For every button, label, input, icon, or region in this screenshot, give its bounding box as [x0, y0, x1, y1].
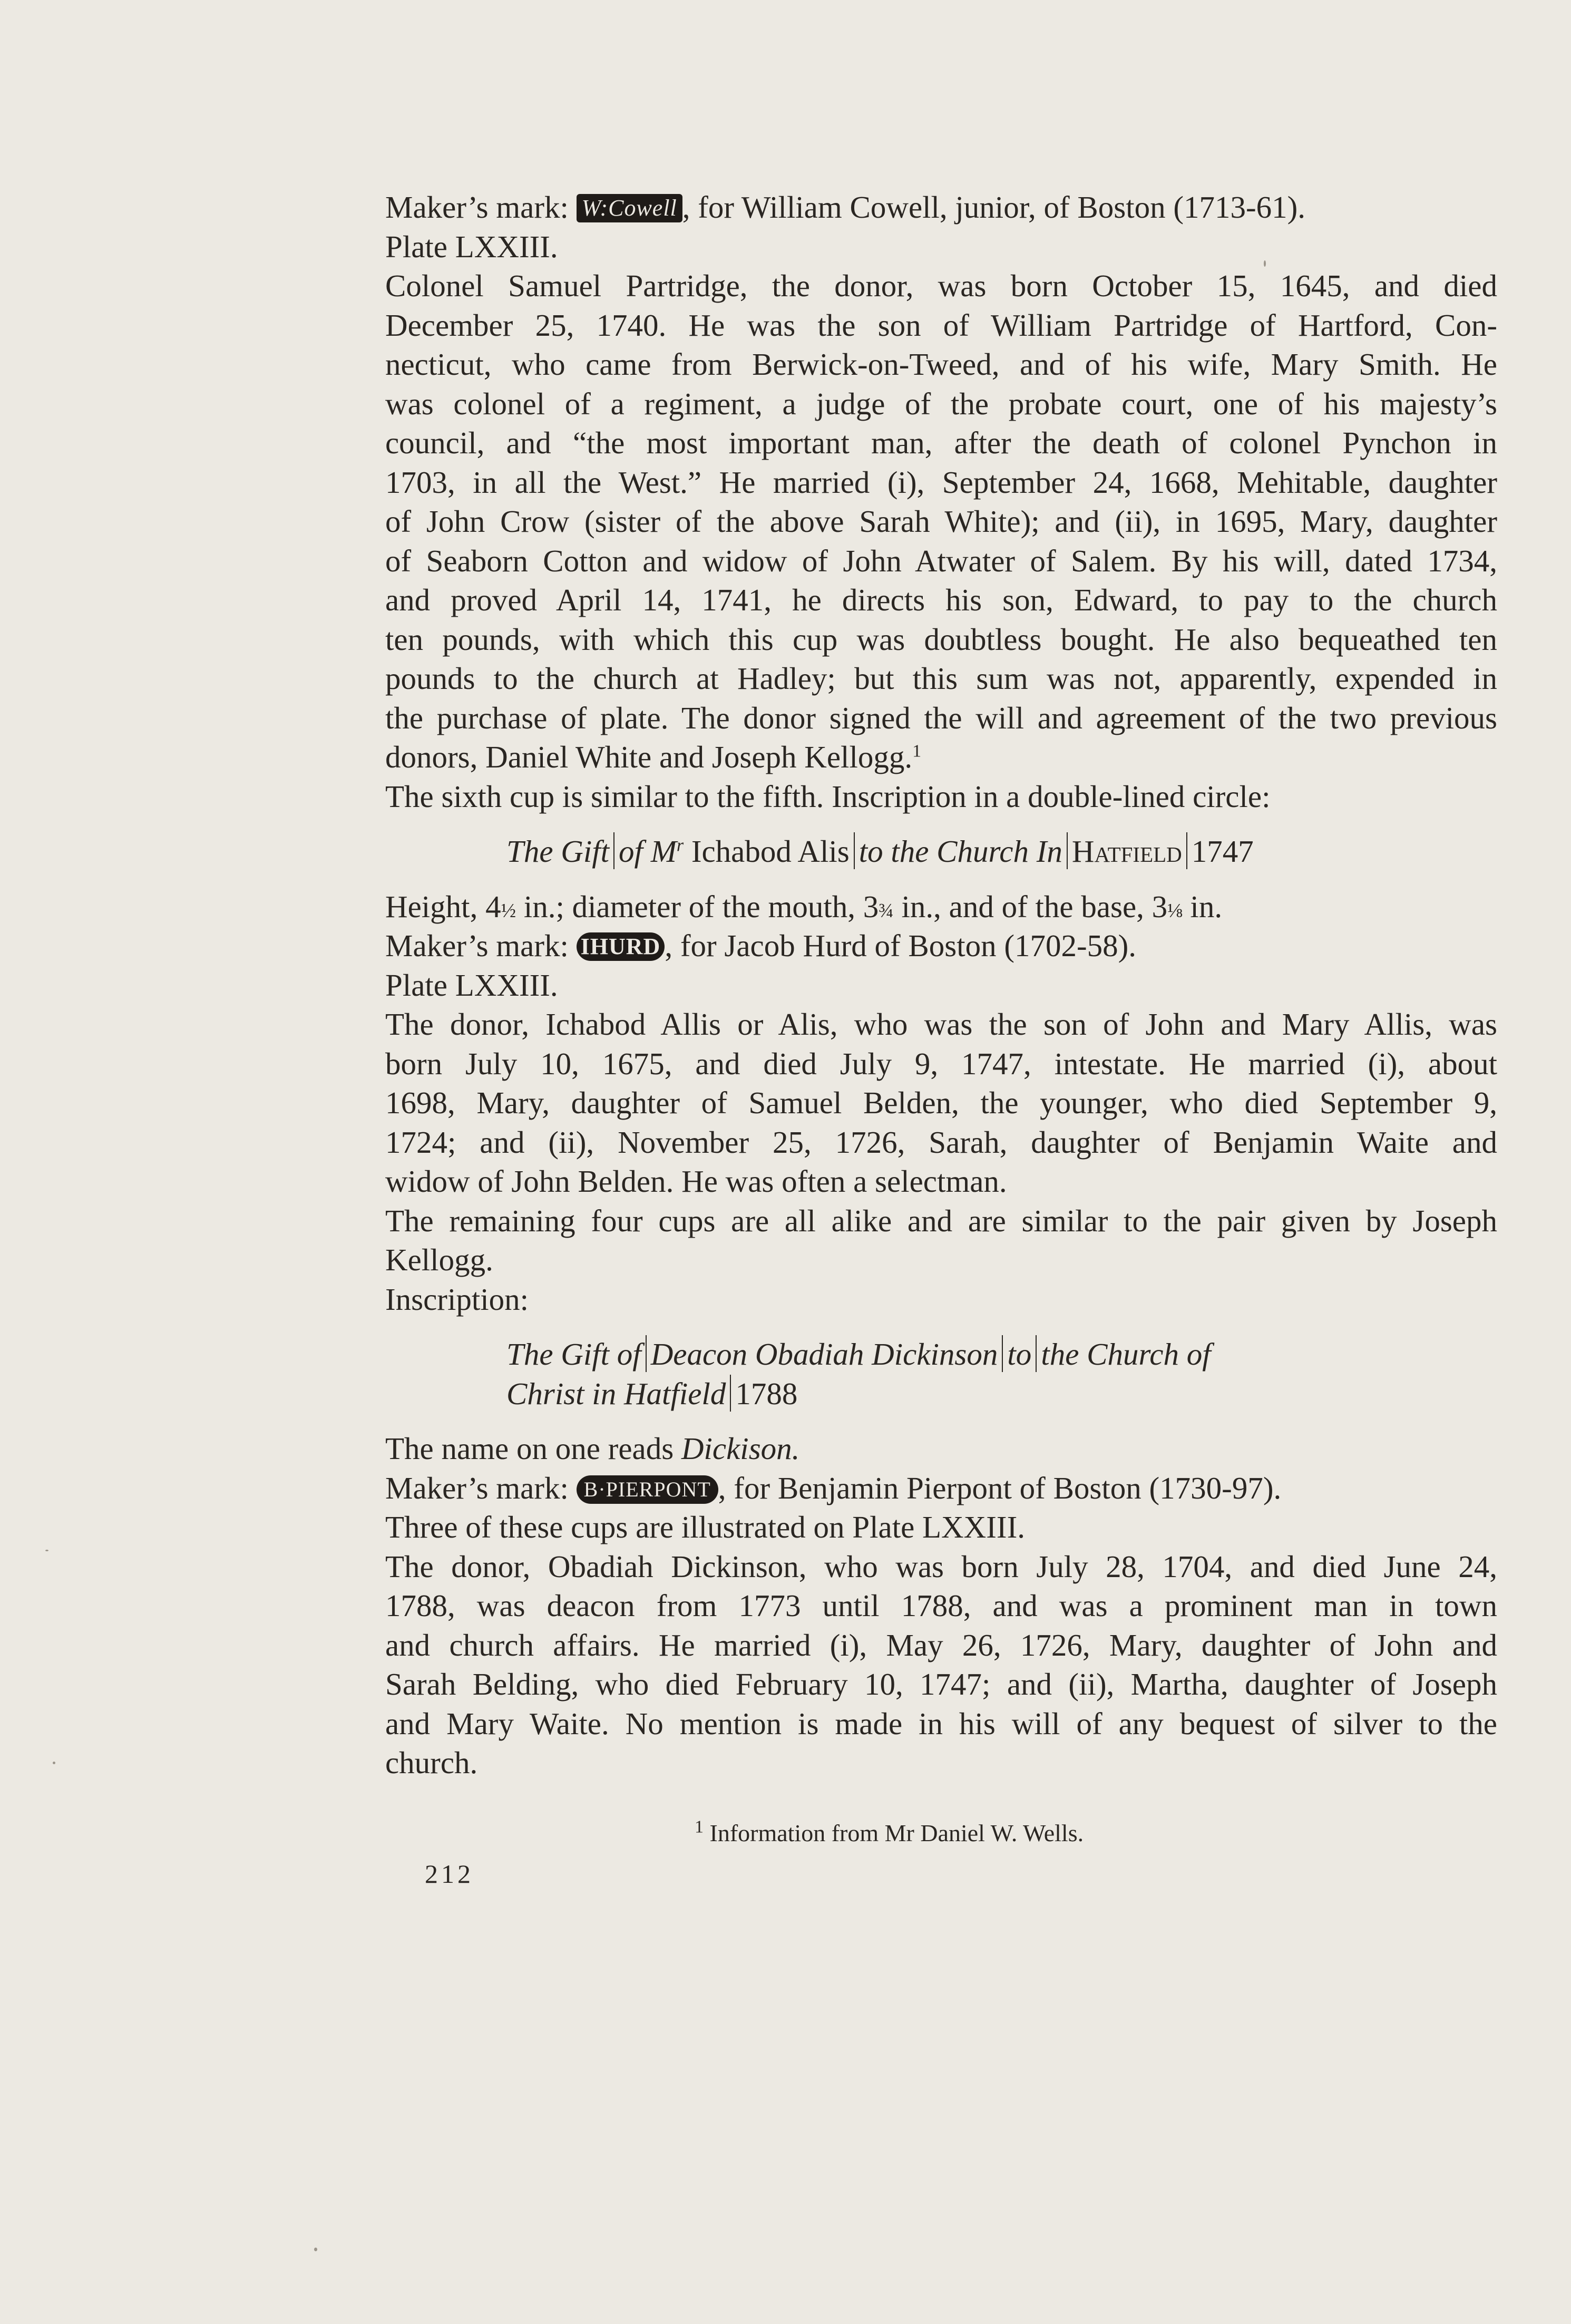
text-line: ten pounds, with which this cup was doubtless bought. He also bequeathed ten: [385, 621, 1497, 657]
text-line: the purchase of plate. The donor signed the will and agreement of the two previous: [385, 700, 1497, 735]
text-line: and Mary Waite. No mention is made in his will of any bequest of silver to the: [385, 1706, 1497, 1741]
text-line: December 25, 1740. He was the son of William Partridge of Hartford, Con-: [385, 307, 1497, 343]
sixth-cup-line: The sixth cup is similar to the fifth. Inscription in a double-lined circle:: [385, 779, 1271, 814]
text-line: pounds to the church at Hadley; but this sum was not, apparently, expended in: [385, 661, 1497, 696]
plate-reference: Three of these cups are illustrated on Plate LXXIII.: [385, 1510, 1025, 1544]
cowell-makers-mark: W:Cowell: [577, 194, 682, 222]
hurd-mark-line: Maker’s mark: IHURD , for Jacob Hurd of Boston (1702-58).: [385, 928, 1137, 963]
hurd-makers-mark: IHURD: [577, 932, 665, 961]
text-line: and church affairs. He married (i), May 26, 1726, Mary, daughter of John and: [385, 1627, 1497, 1662]
text-line: necticut, who came from Berwick-on-Tweed, and of his wife, Mary Smith. He: [385, 347, 1497, 382]
text-line: of John Crow (sister of the above Sarah White); and (ii), in 1695, Mary, daughter: [385, 504, 1497, 539]
plate-reference: Plate LXXIII.: [385, 967, 558, 1003]
partridge-paragraph: [385, 266, 1497, 777]
inscription-label: Inscription:: [385, 1281, 529, 1317]
text-line: donors, Daniel White and Joseph Kellogg.$^1$: [385, 740, 922, 774]
dickinson-paragraph: [385, 1547, 1497, 1783]
name-reads-line: The name on one reads Dickison.: [385, 1431, 800, 1466]
inscription-dickinson-line-2: Christ in Hatfield 1788: [385, 1374, 1497, 1414]
cowell-mark-line: Maker’s mark: W:Cowell , for William Cowell, junior, of Boston (1713-61).: [385, 190, 1306, 225]
allis-paragraph: [385, 1005, 1497, 1201]
text-line: 1698, Mary, daughter of Samuel Belden, the younger, who died September 9,: [385, 1085, 1497, 1120]
plate-reference: Plate LXXIII.: [385, 229, 558, 264]
text-line: Sarah Belding, who died February 10, 1747; and (ii), Martha, daughter of Joseph: [385, 1667, 1497, 1701]
text-line: widow of John Belden. He was often a selectman.: [385, 1164, 1007, 1199]
footnote-reference: 1: [912, 741, 922, 761]
text-line: council, and “the most important man, after the death of colonel Pynchon in: [385, 425, 1497, 460]
body-text: [385, 188, 1497, 1783]
text-line: Colonel Samuel Partridge, the donor, was born October 15, 1645, and died: [385, 268, 1497, 303]
text-line: born July 10, 1675, and died July 9, 1747, intestate. He married (i), about: [385, 1046, 1497, 1081]
text-line: Kellogg.: [385, 1242, 493, 1277]
inscription-ichabod-alis: The Gift of $M^r$ Ichabod Alis to the Church In Hatfield 1747: [385, 832, 1497, 871]
text-line: church.: [385, 1745, 478, 1780]
text-line: was colonel of a regiment, a judge of the probate court, one of his majesty’s: [385, 386, 1497, 421]
text-line: 1724; and (ii), November 25, 1726, Sarah, daughter of Benjamin Waite and: [385, 1124, 1497, 1160]
text-line: 1788, was deacon from 1773 until 1788, and was a prominent man in town: [385, 1588, 1497, 1623]
text-line: of Seaborn Cotton and widow of John Atwater of Salem. By his will, dated 1734,: [385, 543, 1497, 578]
dimensions-line: Height, 4½ in.; diameter of the mouth, 3¾ in., and of the base, 3⅛ in.: [385, 889, 1223, 924]
page-number: 212: [425, 1859, 474, 1889]
text-line: The remaining four cups are all alike and are similar to the pair given by Joseph: [385, 1203, 1497, 1238]
text-line: 1703, in all the West.” He married (i), September 24, 1668, Mehitable, daughter: [385, 464, 1497, 500]
text-line: and proved April 14, 1741, he directs his son, Edward, to pay to the church: [385, 582, 1497, 617]
pierpont-mark-line: Maker’s mark: B·PIERPONT , for Benjamin Pierpont of Boston (1730-97).: [385, 1470, 1282, 1505]
text-line: The donor, Ichabod Allis or Alis, who was the son of John and Mary Allis, was: [385, 1007, 1497, 1042]
inscription-dickinson-line-1: The Gift of Deacon Obadiah Dickinson to the Church of: [385, 1335, 1497, 1374]
pierpont-makers-mark: B·PIERPONT: [577, 1475, 718, 1504]
text-line: The donor, Obadiah Dickinson, who was born July 28, 1704, and died June 24,: [385, 1549, 1497, 1584]
footnote: $^1$ Information from Mr Daniel W. Wells.: [695, 1817, 1084, 1846]
